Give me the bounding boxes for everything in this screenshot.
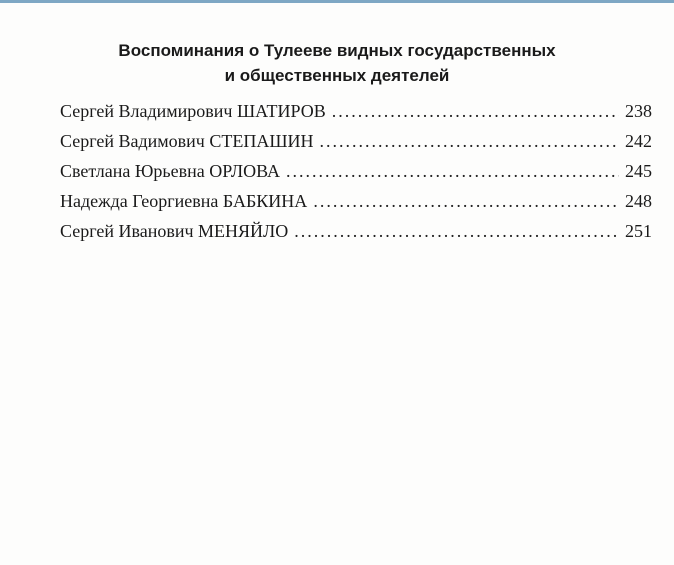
dot-leader (286, 161, 619, 182)
toc-entry-name: Сергей Иванович МЕНЯЙЛО (60, 221, 289, 241)
toc-entry-page: 242 (625, 131, 652, 151)
toc-entry (60, 101, 652, 131)
section-heading-line-1: Воспоминания о Тулееве видных государственных (118, 41, 556, 60)
top-border (0, 0, 674, 3)
toc-entry (60, 131, 652, 161)
toc-entry (60, 221, 652, 251)
toc-entry-name: Светлана Юрьевна ОРЛОВА (60, 161, 280, 181)
toc-entry-page: 238 (625, 101, 652, 121)
dot-leader (320, 131, 620, 152)
dot-leader (332, 101, 619, 122)
dot-leader (313, 191, 619, 212)
toc-entry-name: Сергей Вадимович СТЕПАШИН (60, 131, 314, 151)
dot-leader (294, 221, 619, 242)
section-heading-line-2: и общественных деятелей (224, 66, 450, 85)
toc-entry-name: Сергей Владимирович ШАТИРОВ (60, 101, 326, 121)
section-heading (0, 38, 674, 88)
toc-entry (60, 191, 652, 221)
toc-entry-page: 251 (625, 221, 652, 241)
toc-entry-page: 248 (625, 191, 652, 211)
toc-entry (60, 161, 652, 191)
table-of-contents (60, 101, 652, 251)
toc-entry-page: 245 (625, 161, 652, 181)
toc-entry-name: Надежда Георгиевна БАБКИНА (60, 191, 308, 211)
